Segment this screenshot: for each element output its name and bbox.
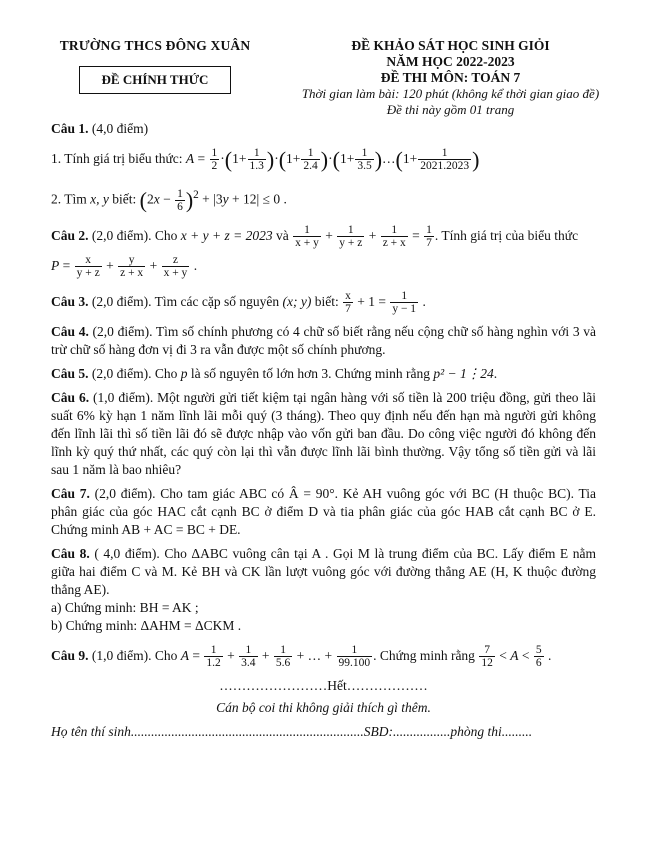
q9-text: (1,0 điểm). Cho	[91, 647, 181, 663]
header-right	[268, 38, 633, 118]
exam-content	[51, 120, 596, 741]
question-5	[51, 365, 596, 383]
q3-text2: biết:	[311, 293, 343, 309]
q2-text2: . Tính giá trị của biểu thức	[434, 227, 579, 243]
official-label: ĐỀ CHÍNH THỨC	[79, 66, 232, 94]
proctor-note: Cán bộ coi thi không giải thích gì thêm.	[216, 699, 431, 715]
question-6-head: Câu 6.	[51, 389, 90, 405]
question-4	[51, 323, 596, 359]
question-8	[51, 545, 596, 635]
question-1	[51, 120, 596, 138]
question-1-part-1: 1. Tính giá trị biểu thức: A = $\frac{1}{2}$ ·(1+ $\frac{1}{1.3}$ )·(1+ $\frac{1}{2.4}$ )·(1+ $\frac{1}{3.5}$ )…(1+ $\frac{1}{2021.2023}$ )	[51, 146, 480, 173]
school-year: NĂM HỌC 2022-2023	[386, 54, 515, 69]
question-9-head: Câu 9.	[51, 647, 89, 663]
q1-part1-text: 1. Tính giá trị biểu thức:	[51, 151, 186, 166]
question-3: Câu 3. (2,0 điểm). Tìm các cặp số nguyên (x; y) biết: $\frac{x}{7}$ + 1 = $\frac{1}{y - 1}$ .	[51, 289, 426, 315]
q2-and: và	[272, 227, 293, 243]
end-marker: ……………………Hết………………	[219, 677, 428, 693]
q8-text: ( 4,0 điểm). Cho ΔABC vuông cân tại A . Gọi M là trung điểm của BC. Lấy điểm E nằm giữa hai điểm C và M. Kẻ BH và CK lần lượt vuông góc với đường thẳng AE (H, K thuộc đường thẳng AE).	[51, 545, 596, 597]
q8-part-b: b) Chứng minh: ΔAHM = ΔCKM .	[51, 617, 242, 633]
q2-eq1: x + y + z = 2023	[180, 227, 273, 243]
q5-expr: p² − 1⋮24	[433, 365, 494, 381]
question-6	[51, 389, 596, 479]
question-7	[51, 485, 596, 539]
question-2-head: Câu 2.	[51, 227, 89, 243]
question-4-head: Câu 4.	[51, 323, 89, 339]
header-left	[55, 38, 255, 94]
question-8-head: Câu 8.	[51, 545, 90, 561]
q5-text: (2,0 điểm). Cho	[91, 365, 181, 381]
question-7-head: Câu 7.	[51, 485, 90, 501]
q6-text: (1,0 điểm). Một người gửi tiết kiệm tại ngân hàng với số tiền là 200 triệu đồng, gửi theo lãi suất 6% kỳ hạn 1 năm lĩnh lãi mỗi quý (3 tháng). Theo quy định nếu đến hạn mà người gửi không đến lĩnh lãi thì số tiền lãi đó sẽ được nhập vào vốn gửi ban đầu. Do công việc người đó không đến lĩnh kỳ quý thứ nhất, các quý còn lại thì vẫn được lĩnh lãi bình thường. Vậy tổng số tiền gửi và lãi sau 1 năm là bao nhiêu?	[51, 389, 596, 477]
question-1-head: Câu 1.	[51, 121, 89, 136]
q1-part2-vars: x, y	[90, 191, 109, 207]
question-9: Câu 9. (1,0 điểm). Cho A = $\frac{1}{1.2}$ + $\frac{1}{3.4}$ + $\frac{1}{5.6}$ + … + $\frac{1}{99.100}$ . Chứng minh rằng $\frac{7}{12}$ < A < $\frac{5}{6}$ .	[51, 643, 552, 669]
school-name: TRƯỜNG THCS ĐÔNG XUÂN	[59, 38, 251, 53]
q2-text1: (2,0 điểm). Cho	[91, 227, 181, 243]
question-5-head: Câu 5.	[51, 365, 89, 381]
q9-text2: . Chứng minh rằng	[373, 647, 479, 663]
question-1-points: (4,0 điểm)	[91, 121, 149, 136]
question-1-part-2: 2. Tìm x, y biết: (2x − $\frac{1}{6}$ )$^2$ + |3y + 12| ≤ 0 .	[51, 187, 287, 213]
q3-pair: (x; y)	[282, 293, 312, 309]
q1-part2-mid: biết:	[108, 191, 140, 207]
exam-title: ĐỀ KHẢO SÁT HỌC SINH GIỎI	[351, 38, 550, 53]
exam-time: Thời gian làm bài: 120 phút (không kể thời gian giao đề)	[301, 86, 600, 101]
question-2: Câu 2. (2,0 điểm). Cho x + y + z = 2023 và $\frac{1}{x + y}$ + $\frac{1}{y + z}$ + $\frac{1}{z + x}$ = $\frac{1}{7}$ . Tính giá trị của biểu thức P = $\frac{x}{y + z}$ + $\frac{y}{z + x}$ + $\frac{z}{x + y}$ .	[51, 223, 579, 279]
candidate-info-line: Họ tên thí sinh.....................................................................SBD:.................phòng thi.........	[51, 723, 533, 739]
q7-text: (2,0 điểm). Cho tam giác ABC có Â = 90°. Kẻ AH vuông góc với BC (H thuộc BC). Tia phân giác của góc HAC cắt cạnh BC ở điểm D và tia phân giác của góc HAB cắt cạnh BC ở E. Chứng minh AB + AC = BC + DE.	[51, 485, 596, 537]
exam-subject: ĐỀ THI MÔN: TOÁN 7	[380, 70, 521, 85]
q5-end: .	[493, 365, 498, 381]
q5-text2: là số nguyên tố lớn hơn 3. Chứng minh rằng	[187, 365, 434, 381]
q1-part2-text: 2. Tìm	[51, 191, 91, 207]
q4-text: (2,0 điểm). Tìm số chính phương có 4 chữ số biết rằng nếu cộng chữ số hàng nghìn với 3 và trừ chữ số hàng đơn vị đi 3 ra vẫn được một số chính phương.	[51, 323, 596, 357]
question-3-head: Câu 3.	[51, 293, 89, 309]
exam-pages: Đề thi này gồm 01 trang	[386, 102, 515, 117]
q3-text: (2,0 điểm). Tìm các cặp số nguyên	[91, 293, 283, 309]
q8-part-a: a) Chứng minh: BH = AK ;	[51, 599, 199, 615]
q5-var: p	[180, 365, 188, 381]
